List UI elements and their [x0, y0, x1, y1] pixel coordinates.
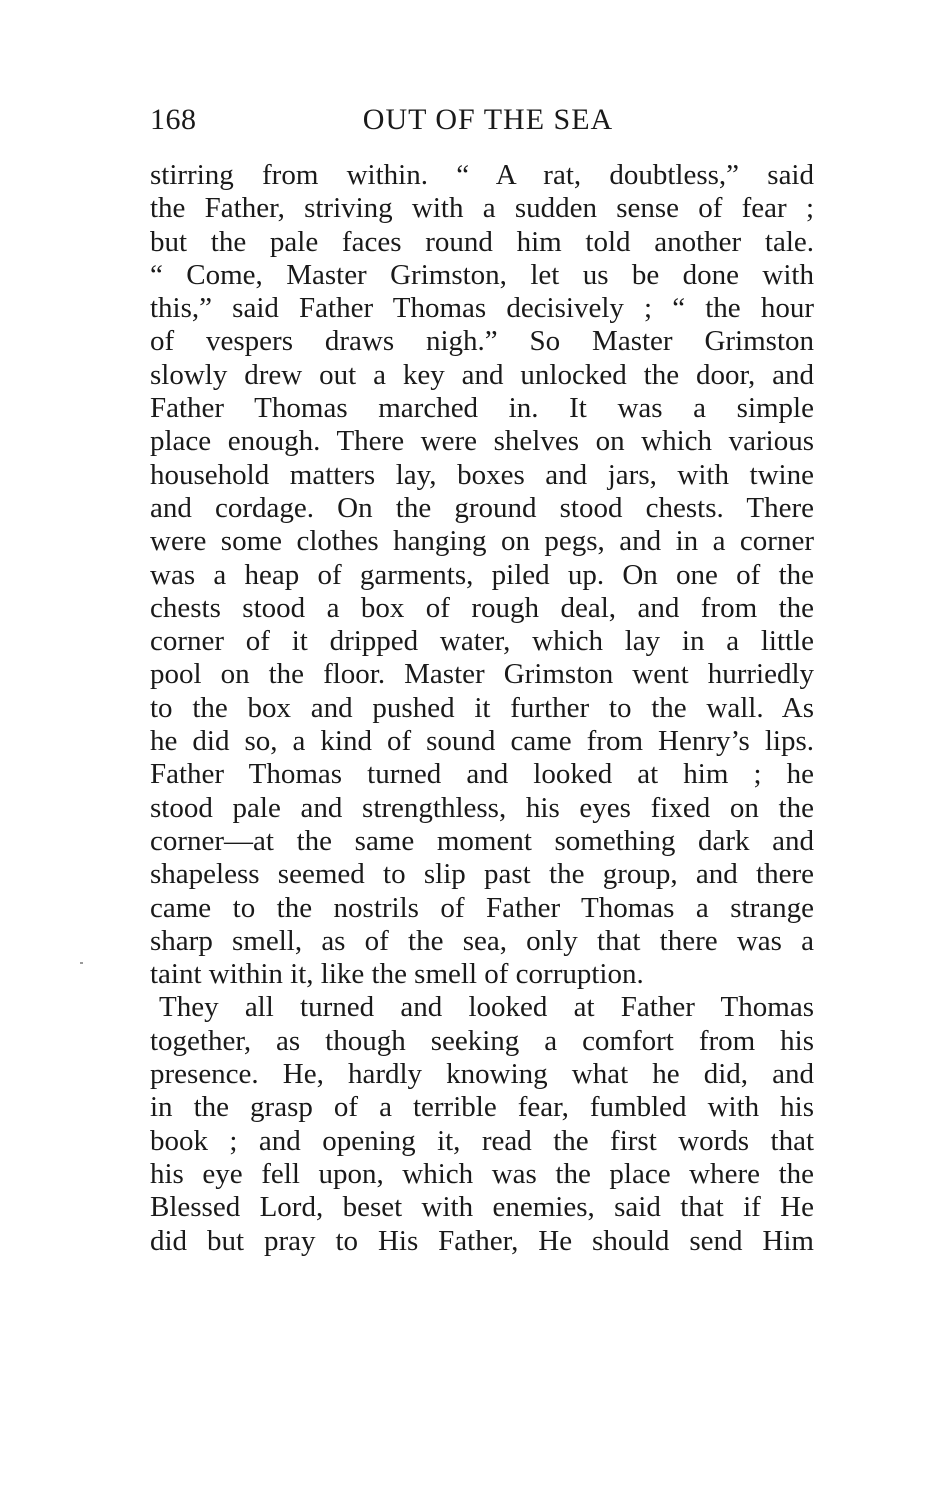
text-line: household matters lay, boxes and jars, with twine — [150, 458, 814, 491]
text-line: came to the nostrils of Father Thomas a strange — [150, 891, 814, 924]
text-line: stirring from within. “ A rat, doubtless,” said — [150, 159, 814, 191]
text-line: corner—at the same moment something dark and — [150, 824, 814, 857]
text-line: slowly drew out a key and unlocked the door, and — [150, 358, 814, 391]
text-line: Blessed Lord, beset with enemies, said that if He — [150, 1191, 814, 1224]
text-line: to the box and pushed it further to the wall. As — [150, 691, 814, 724]
text-line: “ Come, Master Grimston, let us be done with — [150, 258, 814, 291]
text-line: he did so, a kind of sound came from Henry’s lips. — [150, 725, 814, 758]
text-line: was a heap of garments, piled up. On one of the — [150, 558, 814, 591]
text-line: chests stood a box of rough deal, and from the — [150, 591, 814, 624]
text-line: pool on the floor. Master Grimston went hurriedly — [150, 658, 814, 691]
text-line: stood pale and strengthless, his eyes fixed on the — [150, 791, 814, 824]
text-line: Father Thomas marched in. It was a simple — [150, 392, 814, 425]
text-line: Father Thomas turned and looked at him ; he — [150, 758, 814, 791]
text-line: but the pale faces round him told another tale. — [150, 225, 814, 258]
text-line: presence. He, hardly knowing what he did, and — [150, 1058, 814, 1091]
text-line: shapeless seemed to slip past the group, and there — [150, 858, 814, 891]
text-line: the Father, striving with a sudden sense of fear ; — [150, 192, 814, 225]
text-line: of vespers draws nigh.” So Master Grimston — [150, 325, 814, 358]
text-line: together, as though seeking a comfort from his — [150, 1024, 814, 1057]
text-line: were some clothes hanging on pegs, and in a corner — [150, 525, 814, 558]
text-line: place enough. There were shelves on which various — [150, 425, 814, 458]
text-line: this,” said Father Thomas decisively ; “ the hour — [150, 292, 814, 325]
body-text — [150, 159, 814, 1258]
text-line: corner of it dripped water, which lay in a little — [150, 625, 814, 658]
text-line: They all turned and looked at Father Thomas — [159, 991, 814, 1024]
text-line: sharp smell, as of the sea, only that there was a — [150, 924, 814, 957]
text-line: did but pray to His Father, He should send Him — [150, 1224, 814, 1257]
paragraph-2 — [150, 991, 814, 1257]
text-line: in the grasp of a terrible fear, fumbled with his — [150, 1091, 814, 1124]
page-number: 168 — [150, 103, 197, 136]
paragraph-1 — [150, 159, 814, 991]
running-title: OUT OF THE SEA — [362, 103, 614, 136]
text-line: taint within it, like the smell of corruption. — [150, 958, 644, 991]
text-line: his eye fell upon, which was the place where the — [150, 1157, 814, 1190]
scan-speck — [80, 962, 83, 964]
running-head — [150, 100, 814, 140]
text-line: book ; and opening it, read the first words that — [150, 1124, 814, 1157]
text-line: and cordage. On the ground stood chests. There — [150, 491, 814, 524]
